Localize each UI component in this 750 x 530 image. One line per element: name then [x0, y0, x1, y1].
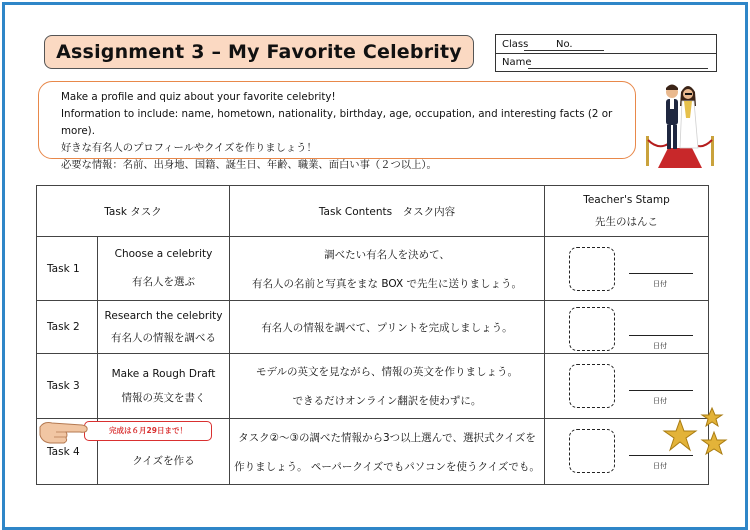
task-number: Task 1: [37, 237, 98, 301]
task-content: [230, 419, 545, 485]
task-content-line: 有名人の情報を調べて、プリントを完成しましょう。: [261, 321, 513, 334]
celebrity-couple-illustration: [640, 78, 720, 168]
title-banner: [44, 35, 474, 69]
class-label: Class: [502, 39, 529, 50]
name-label: Name: [502, 57, 532, 68]
table-row: [37, 301, 709, 354]
task-title-jp: クイズを作る: [132, 455, 195, 467]
stamp-box[interactable]: [569, 307, 615, 351]
stamp-cell: [545, 237, 709, 301]
table-header-row: [37, 186, 709, 237]
stamp-box[interactable]: [569, 429, 615, 473]
instructions-box: [38, 81, 636, 171]
date-label: 日付: [653, 397, 667, 405]
no-label: No.: [556, 39, 573, 50]
date-line[interactable]: [629, 390, 693, 391]
task-title: [98, 354, 230, 419]
date-line[interactable]: [629, 335, 693, 336]
deadline-badge: 完成は６月29日まで！: [84, 421, 212, 441]
stamp-box[interactable]: [569, 364, 615, 408]
task-title-en: Research the celebrity: [104, 309, 223, 322]
task-content-line: モデルの英文を見ながら、情報の英文を作りましょう。: [256, 366, 518, 378]
task-content-line: タスク②～③の調べた情報から3つ以上選んで、選択式クイズを: [238, 431, 536, 444]
task-title-jp: 情報の英文を書く: [121, 391, 206, 404]
name-box: [495, 34, 717, 72]
task-content-line: 有名人の名前と写真をまな BOX で先生に送りましょう。: [252, 277, 522, 290]
task-title-jp: 有名人を選ぶ: [132, 276, 195, 288]
task-content: [230, 354, 545, 419]
task-title: [98, 301, 230, 354]
stamp-header-en: Teacher's Stamp: [583, 193, 670, 206]
class-field-line[interactable]: [524, 50, 604, 51]
date-label: 日付: [653, 280, 667, 288]
task-content: [230, 237, 545, 301]
task-number: Task 3: [37, 354, 98, 419]
task-title-en: Make a Rough Draft: [111, 367, 216, 380]
task-title-jp: 有名人の情報を調べる: [111, 331, 216, 344]
table-row: [37, 237, 709, 301]
stamp-header-jp: 先生のはんこ: [595, 215, 658, 228]
task-title: [98, 237, 230, 301]
date-line[interactable]: [629, 273, 693, 274]
task-content-line: できるだけオンライン翻訳を使わずに。: [292, 395, 482, 407]
date-label: 日付: [653, 462, 667, 470]
name-field-line[interactable]: [528, 68, 708, 69]
name-box-divider: [496, 53, 716, 54]
instruction-line: Make a profile and quiz about your favorite celebrity!: [61, 91, 336, 103]
instruction-line: 好きな有名人のプロフィールやクイズを作りましょう！: [61, 142, 317, 154]
instruction-line: 必要な情報：名前、出身地、国籍、誕生日、年齢、職業、面白い事（２つ以上）。: [61, 159, 437, 171]
task-header: Task タスク: [37, 186, 230, 237]
pointing-hand-icon: [38, 417, 90, 445]
task-number: Task 4: [37, 419, 98, 485]
stamp-box[interactable]: [569, 247, 615, 291]
instruction-line: Information to include: name, hometown, nationality, birthday, age, occupation, and interesting facts (2 or more).: [61, 108, 613, 137]
table-row: [37, 354, 709, 419]
task-content: [230, 301, 545, 354]
task-content-line: 作りましょう。 ペーパークイズでもパソコンを使うクイズでも。: [234, 460, 540, 473]
task-number: Task 2: [37, 301, 98, 354]
contents-header: Task Contents タスク内容: [230, 186, 545, 237]
task-content-line: 調べたい有名人を決めて、: [324, 248, 450, 261]
gold-stars-icon: [660, 404, 730, 460]
page-title: Assignment 3 – My Favorite Celebrity: [56, 41, 462, 63]
stamp-cell: [545, 301, 709, 354]
task-title-en: Choose a celebrity: [114, 248, 213, 260]
stamp-header: [545, 186, 709, 237]
date-label: 日付: [653, 342, 667, 350]
